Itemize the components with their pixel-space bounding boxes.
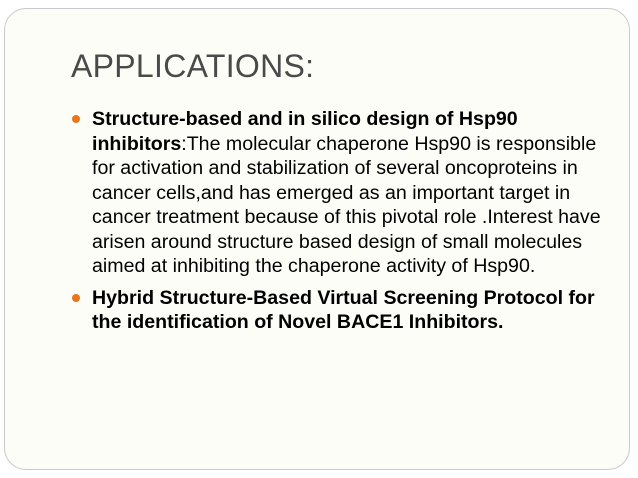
bullet-dot-icon <box>72 294 80 302</box>
slide-title: APPLICATIONS: <box>71 48 315 84</box>
bullet-item-bace1 <box>72 286 602 335</box>
bullet-heading: Structure-based and in silico design of Hsp90 inhibitors <box>92 108 518 155</box>
bullet-item-hsp90 <box>72 107 602 279</box>
bullet-heading: Hybrid Structure-Based Virtual Screening Protocol for the identification of Novel BACE1 Inhibitors. <box>92 286 595 333</box>
bullet-list <box>72 107 602 335</box>
bullet-dot-icon <box>72 115 80 123</box>
bullet-body: :The molecular chaperone Hsp90 is responsible for activation and stabilization of several oncoproteins in cancer cells,and has emerged as an important target in cancer treatment because of this pivotal role .Interest have arisen around structure based design of small molecules aimed at inhibiting the chaperone activity of Hsp90. <box>92 132 601 277</box>
